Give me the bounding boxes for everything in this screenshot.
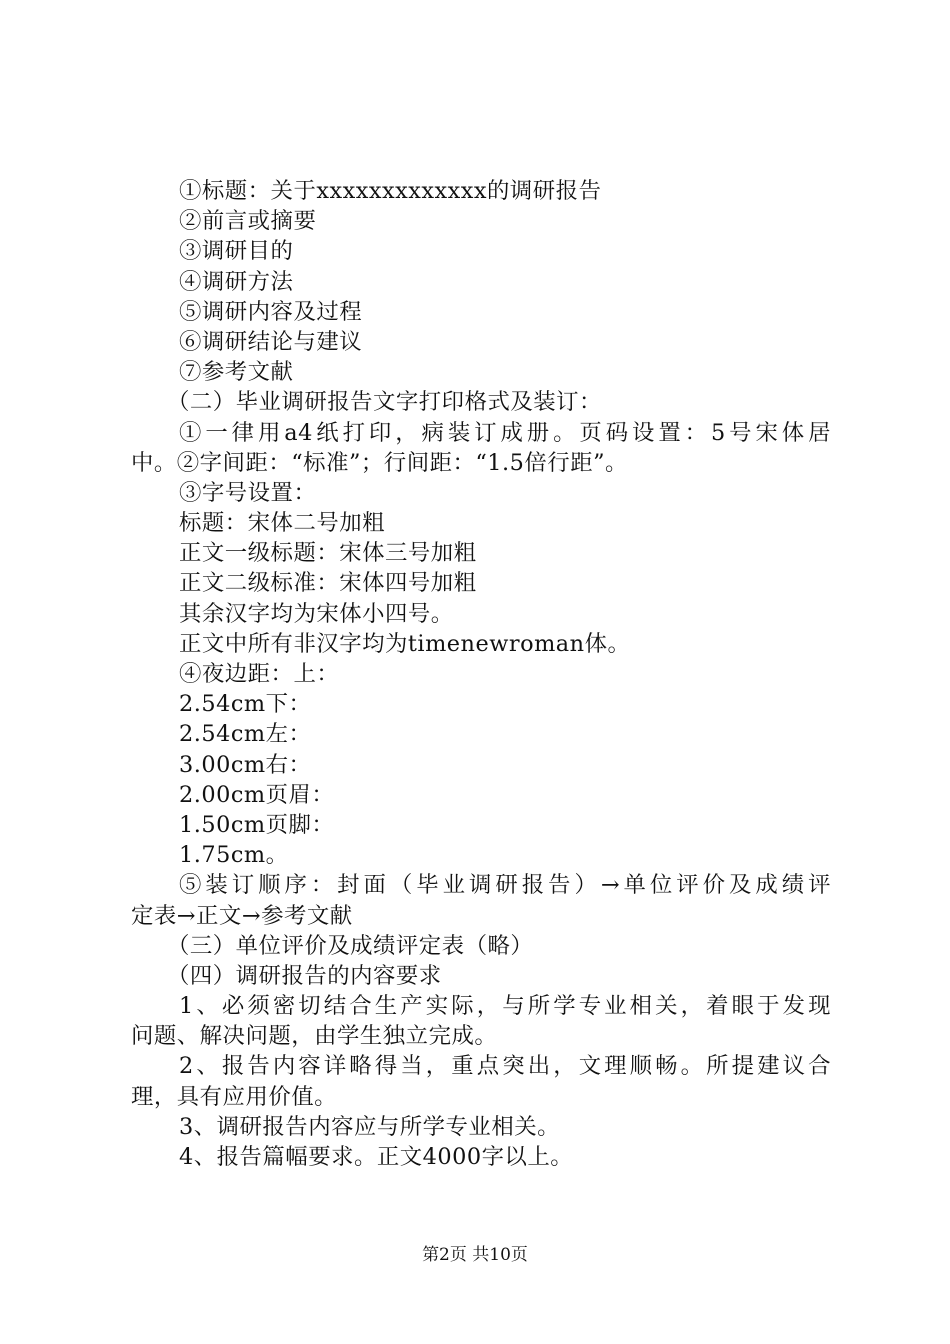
paragraph-line: 1.50cm页脚： bbox=[179, 811, 335, 838]
paragraph-line: 3.00cm右： bbox=[179, 751, 312, 778]
outline-item-method: ④调研方法 bbox=[179, 268, 294, 295]
paragraph-line: ④夜边距：上： bbox=[179, 661, 340, 687]
section-heading-format: （二）毕业调研报告文字打印格式及装订： bbox=[167, 389, 602, 416]
paragraph-line: 2.00cm页眉： bbox=[179, 781, 335, 808]
outline-item-conclusion: ⑥调研结论与建议 bbox=[179, 328, 363, 355]
paragraph-line: ⑤装订顺序：封面（毕业调研报告）→单位评价及成绩评 bbox=[179, 872, 831, 899]
paragraph-line: 定表→正文→参考文献 bbox=[131, 902, 353, 929]
outline-item-references: ⑦参考文献 bbox=[179, 359, 294, 386]
section-heading-evaluation: （三）单位评价及成绩评定表（略） bbox=[167, 932, 534, 959]
outline-item-preface: ②前言或摘要 bbox=[179, 208, 317, 235]
page-footer: 第2页 共10页 bbox=[422, 1245, 528, 1265]
paragraph-line: 正文中所有非汉字均为timenewroman体。 bbox=[179, 630, 631, 657]
paragraph-line: 其余汉字均为宋体小四号。 bbox=[179, 600, 454, 627]
paragraph-line: 4、报告篇幅要求。正文4000字以上。 bbox=[179, 1144, 574, 1170]
paragraph-line: ③字号设置： bbox=[179, 479, 317, 506]
paragraph-line: 问题、解决问题，由学生独立完成。 bbox=[131, 1023, 498, 1050]
paragraph-line: 1、必须密切结合生产实际，与所学专业相关，着眼于发现 bbox=[179, 993, 831, 1020]
paragraph-line: 正文二级标准：宋体四号加粗 bbox=[179, 570, 477, 597]
outline-item-content: ⑤调研内容及过程 bbox=[179, 298, 363, 325]
paragraph-line: 3、调研报告内容应与所学专业相关。 bbox=[179, 1113, 560, 1140]
paragraph-line: 理，具有应用价值。 bbox=[131, 1083, 338, 1110]
paragraph-line: 1.75cm。 bbox=[179, 842, 289, 869]
outline-item-title: ①标题：关于xxxxxxxxxxxxx的调研报告 bbox=[179, 178, 602, 204]
paragraph-line: 2、报告内容详略得当，重点突出，文理顺畅。所提建议合 bbox=[179, 1053, 831, 1080]
outline-item-purpose: ③调研目的 bbox=[179, 238, 294, 265]
paragraph-line: 中。②字间距：“标准”；行间距：“1.5倍行距”。 bbox=[131, 449, 628, 476]
paragraph-line: 2.54cm左： bbox=[179, 721, 312, 748]
section-heading-requirements: （四）调研报告的内容要求 bbox=[167, 962, 442, 989]
paragraph-line: ①一律用a4纸打印，病装订成册。页码设置：5号宋体居 bbox=[179, 419, 831, 446]
paragraph-line: 标题：宋体二号加粗 bbox=[179, 510, 386, 537]
paragraph-line: 正文一级标题：宋体三号加粗 bbox=[179, 540, 477, 567]
paragraph-line: 2.54cm下： bbox=[179, 691, 312, 718]
document-body bbox=[131, 176, 831, 1172]
